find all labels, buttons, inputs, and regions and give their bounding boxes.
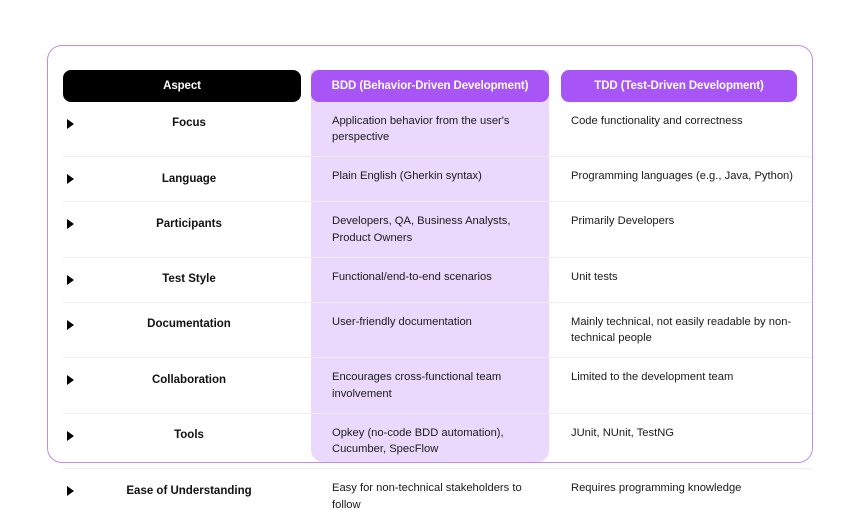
triangle-right-icon: [67, 431, 74, 441]
cell-aspect: [63, 469, 311, 513]
cell-tdd: Requires programming knowledge: [571, 482, 742, 495]
table-row: [63, 468, 812, 516]
cell-bdd: Application behavior from the user's perspective: [332, 115, 510, 144]
cell-bdd: Plain English (Gherkin syntax): [332, 170, 482, 183]
cell-bdd: Encourages cross-functional team involvement: [332, 371, 502, 400]
column-header-tdd: TDD (Test-Driven Development): [561, 70, 797, 102]
table-row: [63, 102, 812, 156]
table-row: [63, 357, 812, 412]
cell-aspect: [63, 202, 311, 246]
table-body: [63, 102, 812, 516]
cell-aspect: [63, 102, 311, 146]
triangle-right-icon: [67, 119, 74, 129]
triangle-right-icon: [67, 486, 74, 496]
table-header-row: [63, 70, 797, 102]
aspect-label: Tools: [174, 429, 204, 442]
aspect-label: Documentation: [147, 318, 231, 331]
aspect-label: Collaboration: [151, 373, 227, 386]
cell-aspect: [63, 414, 311, 458]
table-row: [63, 413, 812, 468]
cell-bdd: Developers, QA, Business Analysts, Product Owners: [332, 215, 511, 244]
cell-tdd: Limited to the development team: [571, 371, 734, 384]
cell-bdd: Opkey (no-code BDD automation), Cucumber, SpecFlow: [332, 426, 504, 456]
cell-tdd: JUnit, NUnit, TestNG: [571, 426, 674, 439]
cell-tdd: Unit tests: [571, 270, 618, 283]
aspect-label: Language: [161, 172, 217, 185]
aspect-label: Test Style: [162, 273, 216, 286]
cell-aspect: [63, 358, 311, 402]
cell-aspect: [63, 157, 311, 201]
cell-bdd: User-friendly documentation: [332, 315, 472, 328]
table-row: [63, 302, 812, 357]
cell-tdd: Code functionality and correctness: [571, 115, 743, 127]
table-row: [63, 201, 812, 256]
table-row: [63, 156, 812, 201]
aspect-label: Participants: [156, 217, 222, 230]
aspect-label: Focus: [172, 117, 206, 130]
cell-bdd: Easy for non-technical stakeholders to follow: [332, 482, 522, 511]
triangle-right-icon: [67, 275, 74, 285]
cell-tdd: Programming languages (e.g., Java, Python): [571, 170, 794, 183]
aspect-label: Ease of Understanding: [126, 484, 252, 497]
cell-aspect: [63, 258, 311, 302]
column-header-bdd: BDD (Behavior-Driven Development): [311, 70, 549, 102]
column-header-aspect: Aspect: [63, 70, 301, 102]
triangle-right-icon: [67, 375, 74, 385]
cell-tdd: Mainly technical, not easily readable by non-technical people: [571, 315, 792, 345]
cell-aspect: [63, 303, 311, 347]
triangle-right-icon: [67, 320, 74, 330]
cell-tdd: Primarily Developers: [571, 215, 675, 228]
triangle-right-icon: [67, 174, 74, 184]
table-row: [63, 257, 812, 302]
cell-bdd: Functional/end-to-end scenarios: [332, 270, 492, 283]
triangle-right-icon: [67, 219, 74, 229]
